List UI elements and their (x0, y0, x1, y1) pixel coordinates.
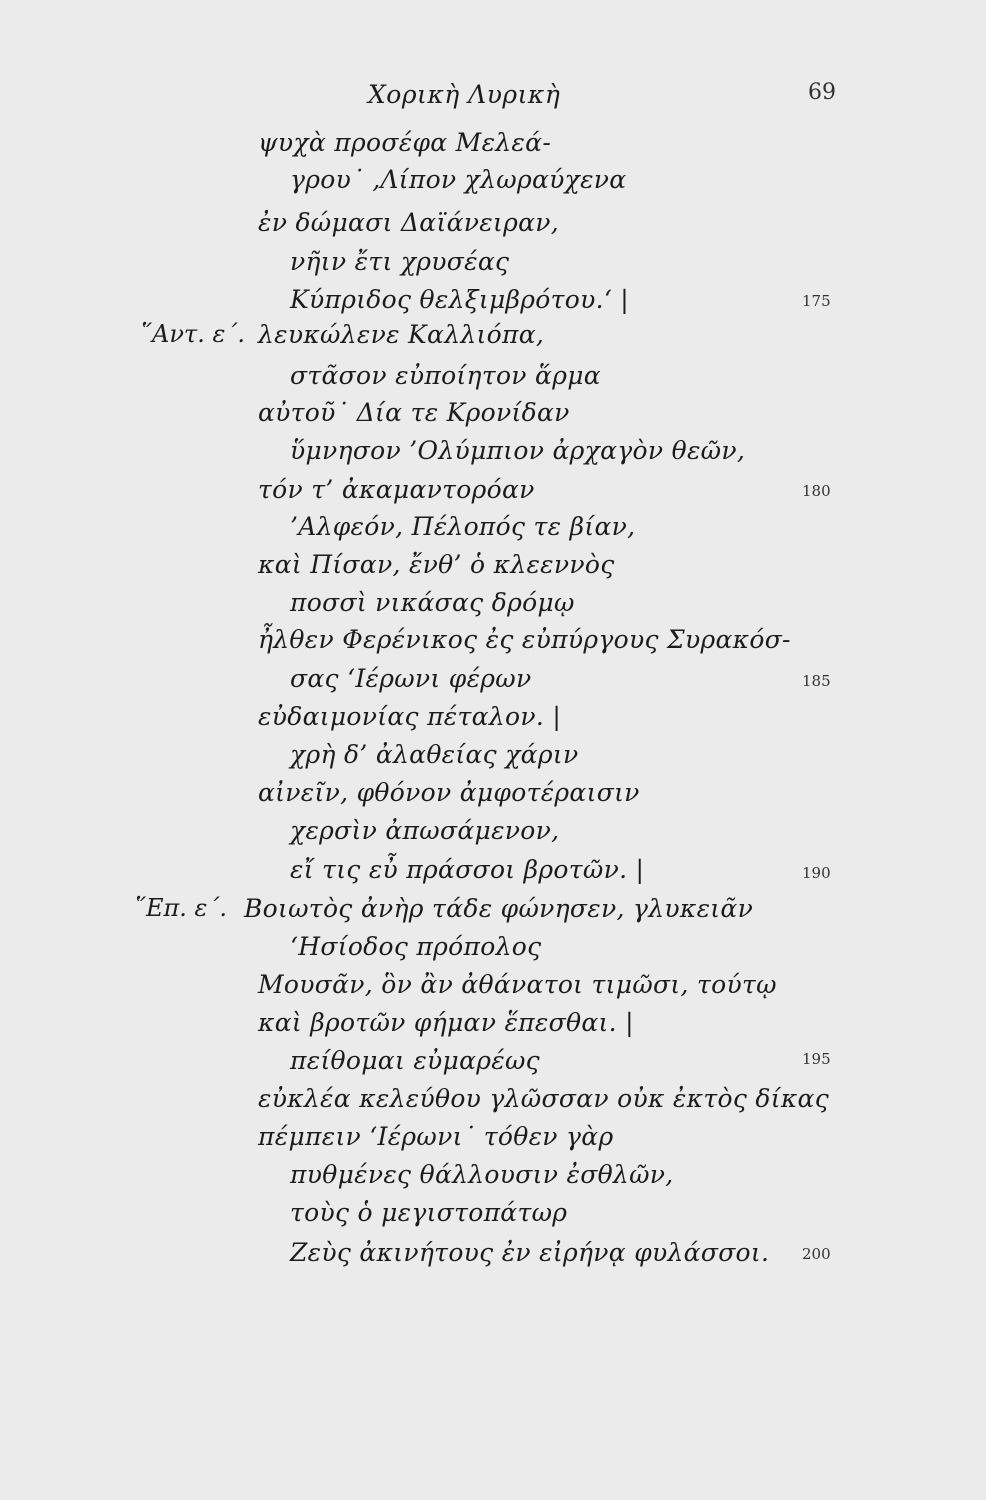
verse-line: αἰνεῖν, φθόνον ἀμφοτέραισιν (258, 778, 640, 807)
verse-line: αὐτοῦ˙ Δία τε Κρονίδαν (258, 398, 570, 427)
verse-line: νῆιν ἔτι χρυσέας (290, 247, 510, 276)
verse-line: Ζεὺς ἀκινήτους ἐν εἰρήνᾳ φυλάσσοι. (290, 1238, 770, 1267)
running-title: Χορικὴ Λυρικὴ (368, 80, 561, 109)
verse-line: τοὺς ὁ μεγιστοπάτωρ (290, 1198, 568, 1227)
line-number: 175 (802, 292, 831, 310)
verse-line: εὐδαιμονίας πέταλον. | (258, 702, 562, 731)
verse-line: εὐκλέα κελεύθου γλῶσσαν οὐκ ἐκτὸς δίκας (258, 1084, 830, 1113)
verse-line: στᾶσον εὐποίητον ἅρμα (290, 361, 601, 390)
verse-line: ποσσὶ νικάσας δρόμῳ (290, 588, 575, 617)
verse-line: καὶ Πίσαν, ἔνθ’ ὁ κλεεννὸς (258, 550, 615, 579)
line-number: 200 (802, 1245, 831, 1263)
verse-line: Βοιωτὸς ἀνὴρ τάδε φώνησεν, γλυκειᾶν (244, 894, 754, 923)
verse-line: ἦλθεν Φερένικος ἐς εὐπύργους Συρακόσ- (258, 625, 791, 654)
verse-line: καὶ βροτῶν φήμαν ἕπεσθαι. | (258, 1008, 634, 1037)
verse-line: εἴ τις εὖ πράσσοι βροτῶν. | (290, 855, 645, 884)
verse-line: ψυχὰ προσέφα Μελεά- (258, 128, 552, 157)
verse-line: λευκώλενε Καλλιόπα, (258, 320, 545, 349)
strophe-label-epode: ῞Επ. ε΄. (134, 894, 228, 922)
verse-line: ἐν δώμασι Δαϊάνειραν, (258, 208, 560, 237)
verse-line: Κύπριδος θελξιμβρότου.‘ | (290, 285, 630, 314)
verse-line: ὕμνησον ’Ολύμπιον ἀρχαγὸν θεῶν, (290, 436, 746, 465)
verse-line: χερσὶν ἀπωσάμενον, (290, 816, 560, 845)
verse-line: σας ‘Ιέρωνι φέρων (290, 664, 532, 693)
verse-line: ’Αλφεόν, Πέλοπός τε βίαν, (290, 512, 636, 541)
strophe-label-antistrophe: ῞Αντ. ε΄. (140, 320, 245, 348)
verse-line: χρὴ δ’ ἀλαθείας χάριν (290, 740, 579, 769)
verse-line: τόν τ’ ἀκαμαντορόαν (258, 475, 535, 504)
line-number: 185 (802, 672, 831, 690)
page-number: 69 (808, 80, 836, 105)
verse-line: γρου˙ ‚Λίπον χλωραύχενα (290, 165, 627, 194)
verse-line: Μουσᾶν, ὃν ἂν ἀθάνατοι τιμῶσι, τούτῳ (258, 970, 777, 999)
verse-line: πείθομαι εὐμαρέως (290, 1046, 540, 1075)
verse-line: πυθμένες θάλλουσιν ἐσθλῶν, (290, 1160, 674, 1189)
line-number: 195 (802, 1050, 831, 1068)
line-number: 180 (802, 482, 831, 500)
verse-line: πέμπειν ‘Ιέρωνι˙ τόθεν γὰρ (258, 1122, 614, 1151)
line-number: 190 (802, 864, 831, 882)
verse-line: ‘Ησίοδος πρόπολος (290, 932, 542, 961)
